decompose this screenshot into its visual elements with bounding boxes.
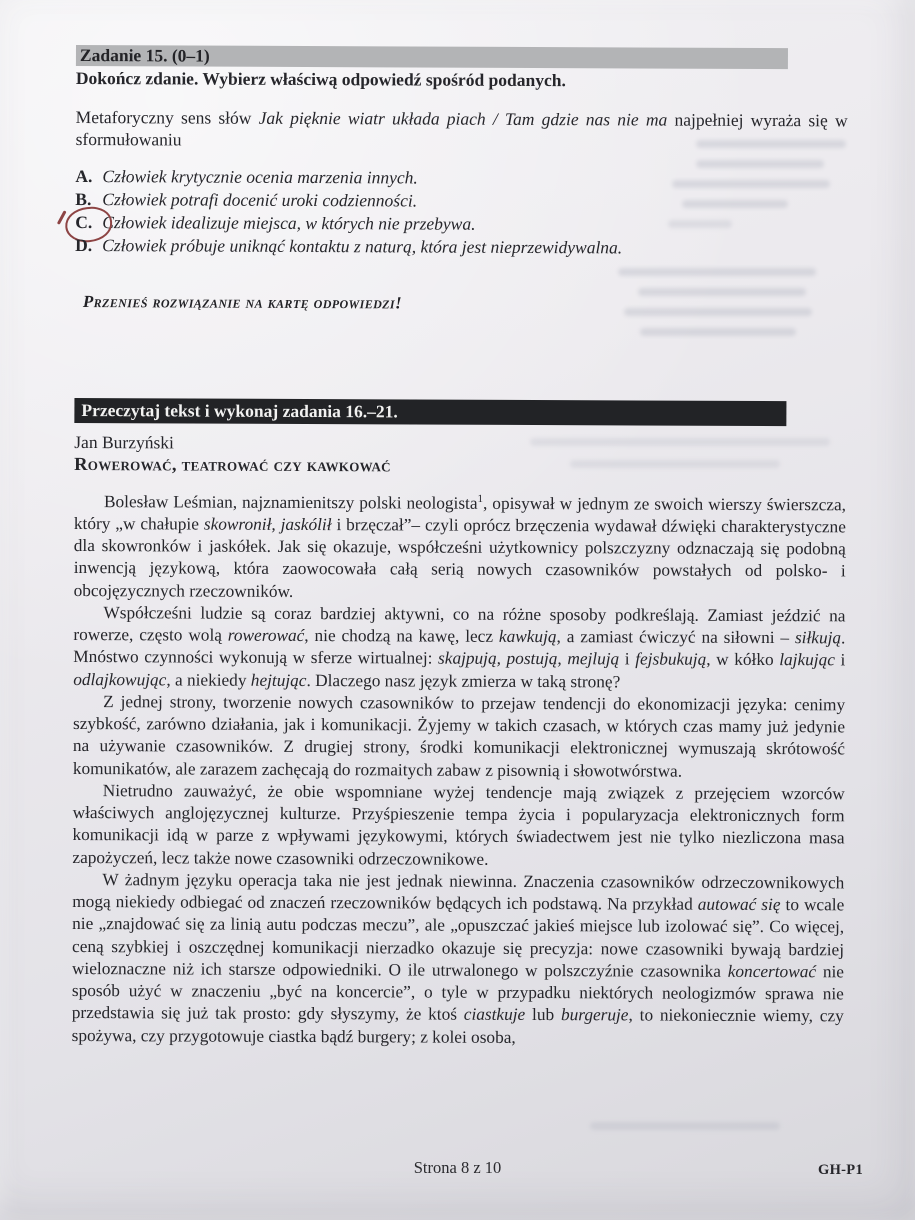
italic-run: lajkując [779,650,835,670]
italic-run: rowerować [227,625,305,646]
answer-option-d [75,234,847,261]
text-run: to wcale nie „znajdować się za linią autu podczas meczu”, ale „opuszczać jakieś miejsce lub izolować się”. Co więcej, ceną szybkiej i oszczędnej komunikacji nierzadko okazuje się precyzja: nowe czasowniki bywają bardziej wieloznaczne niż ich starsze odpowiedniki. O ile utrwalonego w polszczyźnie czasownika [71,895,845,981]
article-paragraph [73,691,845,783]
text-run: najpełniej wyraża się w sformułowaniu [75,109,848,150]
article-body [72,491,846,1051]
page-content [72,45,848,1050]
article-title: Rowerować, teatrować czy kawkować [74,454,391,477]
italic-run: autować się [697,894,781,915]
option-letter: B. [75,189,92,210]
answer-circle-pen-tail [57,210,66,224]
italic-run: skajpują, postują, mejlują [438,648,620,669]
text-run: Z jednej strony, tworzenie nowych czasowników to przejaw tendencji do ekonomizacji języka: cenimy szybkość, zarówno działania, jak i komunikacji. Żyjemy w takich czasach, w których czas mamy już jedynie na używanie czasowników. Z drugiej strony, środki komunikacji elektronicznej wymuszają skrótowość komunikatów, ale zarazem zachęcają do rozmaitych zabaw z pisownią i słowotwórstwa. [72,691,846,781]
option-letter: C. [75,212,93,233]
text-run: Współcześni ludzie są coraz bardziej aktywni, co na różne sposoby podkreślają. Zamiast jeździć na rowerze, często wolą [73,603,846,645]
text-run: Metaforyczny sens słów [75,106,259,128]
text-run: . Dlaczego nasz język zmierza w taką stronę? [306,670,621,692]
italic-run: fejsbukują [635,649,707,670]
section-instruction-bar: Przeczytaj tekst i wykonaj zadania 16.–21. [74,398,786,426]
italic-run: skowronił, jaskólił [203,514,332,534]
question-text [76,106,848,154]
text-run: i [619,649,636,669]
text-run: , a zamiast ćwiczyć na siłowni – [556,627,796,648]
options-list [75,165,847,261]
exam-code: GH-P1 [818,1162,863,1178]
task-prompt: Dokończ zdanie. Wybierz właściwą odpowiedź spośród podanych. [75,67,566,91]
italic-run: hejtując [250,670,307,690]
text-run: Nietrudno zauważyć, że obie wspomniane wyżej tendencje mają związek z przejęciem wzorców właściwych anglojęzycznej kulturze. Przyśpieszenie tempa życia i popularyzacja elektronicznych form komunikacji idą w parze z wpływami językowymi, których świadectwem jest nie tylko niezliczona masa zapożyczeń, lecz także nowe czasowniki odrzeczownikowe. [72,780,845,869]
text-run: i brzęczał”– czyli oprócz brzęczenia wydawał dźwięki charakterystyczne dla skowronków i jaskółek. Jak się okazuje, współcześni użytkownicy polszczyzny odznaczają się podobną inwencją językową, która zaowocowała całą serią nowych czasowników powstałych od polsko- i obcojęzycznych rzeczowników. [73,514,846,601]
article-paragraph [72,780,844,872]
article-paragraph [74,491,846,606]
text-run: Bolesław Leśmian, najznamienitszy polski neologista [103,491,478,513]
answer-option-c [75,211,847,238]
option-letter: D. [75,235,93,256]
transfer-instruction: Przenieś rozwiązanie na kartę odpowiedzi! [82,291,403,313]
text-run: i [834,650,846,670]
text-run: W żadnym języku operacja taka nie jest jednak niewinna. Znaczenia czasowników odrzeczownikowych mogą niekiedy odbiegać od znaczeń rzeczowników będących ich podstawą. Na przykład [72,869,845,914]
text-run: , to niekoniecznie wiemy, czy spożywa, czy przygotowuje ciastka bądź burgery; z kolei osoba, [71,1005,844,1047]
answer-option-b [75,188,847,215]
text-run: nie sposób użyć w znaczeniu „być na koncercie”, o tyle w przypadku niektórych neologizmów sprawa nie przedstawia się już tak prosto: gdy słyszymy, że ktoś [71,962,845,1025]
italic-run: siłkują [794,628,842,648]
text-run: , nie chodzą na kawę, lecz [304,626,499,646]
italic-run: kawkują [498,626,557,647]
article-paragraph [72,869,845,1050]
option-text: Człowiek potrafi docenić uroki codzienności. [102,189,418,211]
bleed-through-artifact [560,1122,800,1130]
page-number: Strona 8 z 10 [413,1158,502,1177]
article-paragraph [73,602,845,694]
option-text: Człowiek idealizuje miejsca, w których nie przebywa. [102,212,476,234]
option-text: Człowiek próbuje uniknąć kontaktu z naturą, która jest nieprzewidywalna. [102,235,623,258]
answer-option-a [75,165,847,192]
italic-run: ciastkuje [463,1005,526,1025]
italic-run: odlajkowując [73,669,167,690]
text-run: , w kółko [706,650,780,670]
italic-run: koncertować [727,961,817,982]
text-run: . Mnóstwo czynności wykonują w sferze wirtualnej: [73,628,846,668]
footnote-marker: 1 [477,492,484,505]
task-header: Zadanie 15. (0–1) [76,45,788,69]
text-run: lub [525,1005,562,1025]
italic-run: burgeruje [560,1005,629,1025]
text-run: , opisywał w jednym ze swoich wierszy świerszcza, który „w chałupie [73,493,847,534]
option-letter: A. [75,165,93,186]
article-author: Jan Burzyński [74,431,174,453]
text-run: , a niekiedy [166,670,251,690]
option-text: Człowiek krytycznie ocenia marzenia innych. [102,165,418,188]
italic-run: Jak pięknie wiatr układa piach / Tam gdzie nas nie ma [258,107,668,130]
